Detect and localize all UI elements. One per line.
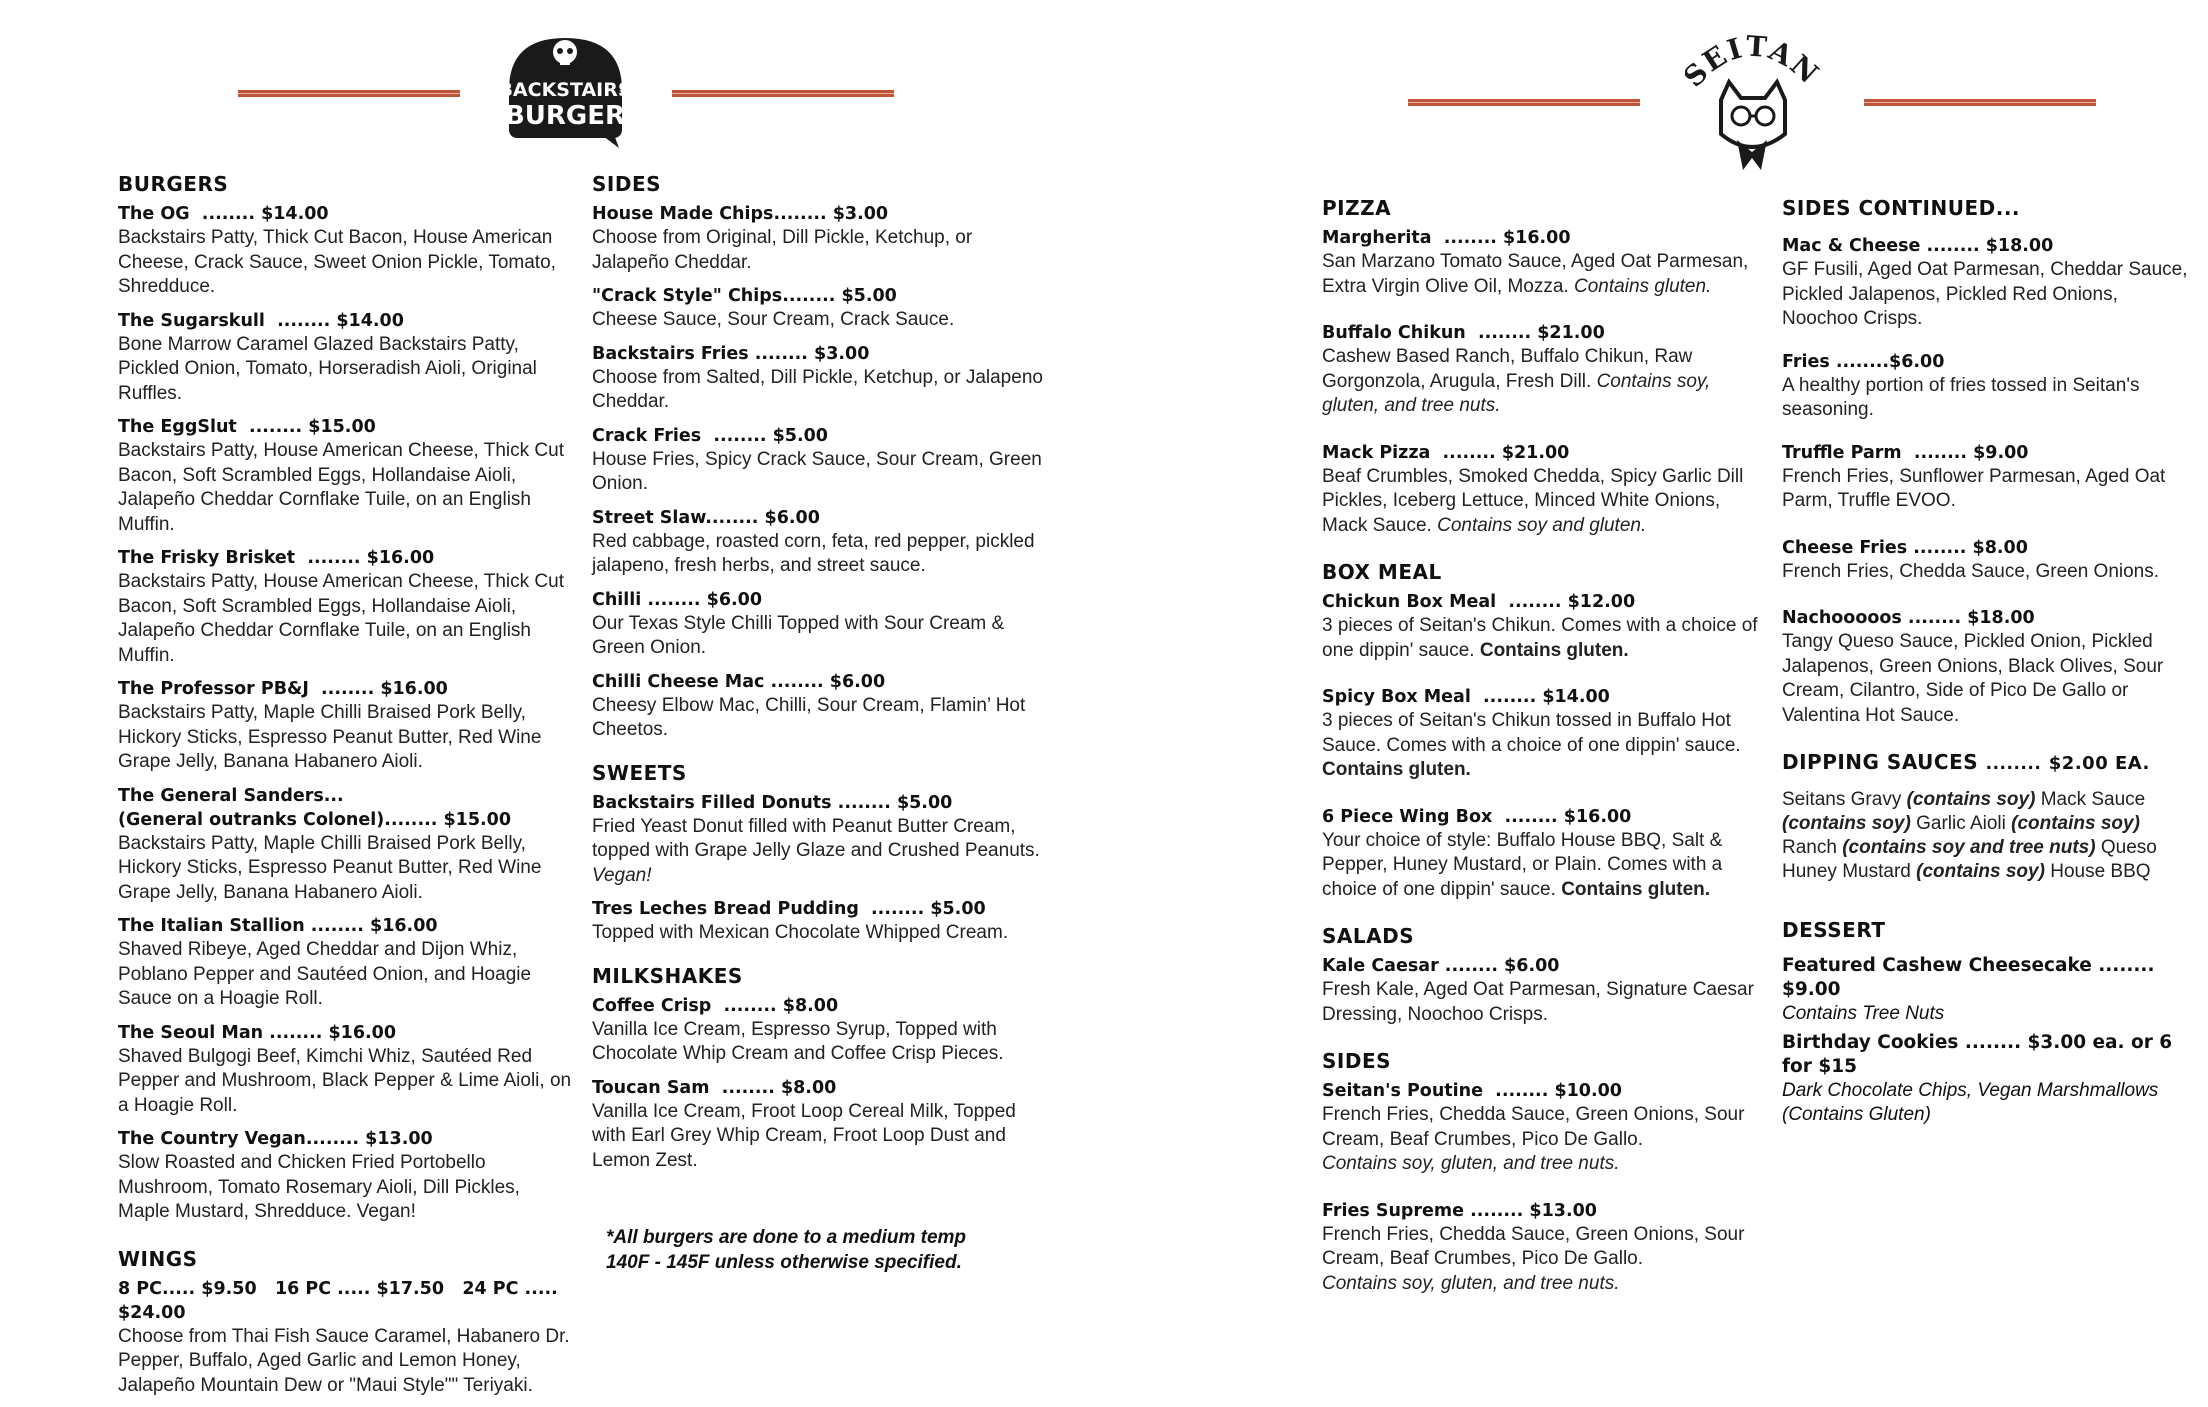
menu-item: Mac & Cheese ........ $18.00 GF Fusili, Aged Oat Parmesan, Cheddar Sauce, Pickled Jalapenos, Pickled Red Onions, Noochoo Crisps. <box>1782 234 2192 332</box>
menu-item: Featured Cashew Cheesecake ........ $9.00 Contains Tree Nuts <box>1782 954 2192 1027</box>
item-allergen: Contains soy, gluten, and tree nuts. <box>1322 1153 1620 1174</box>
menu-item: Fries Supreme ........ $13.00 French Fries, Chedda Sauce, Green Onions, Sour Cream, Beaf Crumbes, Pico De Gallo. Contains soy, gluten, and tree nuts. <box>1322 1200 1745 1294</box>
menu-item: 6 Piece Wing Box ........ $16.00 Your choice of style: Buffalo House BBQ, Salt & Pepper, Huney Mustard, or Plain. Comes with a choice of one dippin' sauce. Contains gluten. <box>1322 806 1723 900</box>
column-sides-dessert <box>1782 196 2192 1137</box>
item-name: The General Sanders... <box>118 785 344 806</box>
column-burgers <box>118 172 576 1407</box>
item-name: The Italian Stallion <box>118 916 305 936</box>
item-description: A healthy portion of fries tossed in Seitan's seasoning. <box>1782 374 2140 420</box>
item-description: Our Texas Style Chilli Topped with Sour Cream & Green Onion. <box>592 612 1005 658</box>
item-allergen: Contains soy and gluten. <box>1437 514 1647 536</box>
item-name: Fries <box>1782 351 1830 372</box>
footnote-line-2: 140F - 145F unless otherwise specified. <box>606 1252 962 1273</box>
logo-rule-right-b <box>1864 99 2096 106</box>
menu-item: The OG ........ $14.00 Backstairs Patty, Thick Cut Bacon, House American Cheese, Crack Sauce, Sweet Onion Pickle, Tomato, Shredduce. <box>118 202 576 300</box>
item-price: $18.00 <box>1967 608 2035 628</box>
item-description: Shaved Bulgogi Beef, Kimchi Whiz, Sautéed Red Pepper and Mushroom, Black Pepper & Lime Aioli, on a Hoagie Roll. <box>118 1045 572 1116</box>
logo-text-seitans: EITA <box>1696 30 1800 79</box>
menu-item: Nachooooos ........ $18.00 Tangy Queso Sauce, Pickled Onion, Pickled Jalapenos, Green Onions, Black Olives, Sour Cream, Cilantro, Side of Pico De Gallo or Valentina Hot Sauce. <box>1782 606 2192 728</box>
item-price: $9.00 <box>1973 442 2029 463</box>
item-name: Margherita <box>1322 228 1432 248</box>
item-name: Featured Cashew Cheesecake <box>1782 955 2092 976</box>
section-title-dessert: DESSERT <box>1782 918 1886 942</box>
item-price: $14.00 <box>336 310 404 331</box>
item-allergen: Contains soy, gluten, and tree nuts. <box>1322 370 1711 416</box>
logo-text-top: BACKSTAIRS <box>503 79 628 101</box>
column-sides-sweets <box>592 172 1052 1275</box>
item-name: Chilli Cheese Mac <box>592 671 765 692</box>
item-price: $6.00 <box>1889 351 1945 372</box>
menu-item: Kale Caesar ........ $6.00 Fresh Kale, Aged Oat Parmesan, Signature Caesar Dressing, Noochoo Crisps. <box>1322 954 1762 1027</box>
item-price: $5.00 <box>841 286 897 306</box>
item-name: The Frisky Brisket <box>118 548 296 568</box>
item-name: The Sugarskull <box>118 310 265 331</box>
section-title-sides: SIDES <box>592 172 662 196</box>
item-name: Truffle Parm <box>1782 442 1902 463</box>
item-description: Choose from Salted, Dill Pickle, Ketchup, or Jalapeno Cheddar. <box>592 366 1043 412</box>
dipping-price: $2.00 EA. <box>2048 753 2150 774</box>
section-title-sides-2: SIDES <box>1322 1049 1392 1073</box>
menu-item: Chickun Box Meal ........ $12.00 3 pieces of Seitan's Chikun. Comes with a choice of one dippin' sauce. Contains gluten. <box>1322 592 1758 661</box>
item-price: $6.00 <box>1504 956 1560 976</box>
item-allergen: Contains soy, gluten, and tree nuts. <box>1322 1272 1620 1294</box>
item-note: Vegan! <box>592 864 652 886</box>
item-description: French Fries, Chedda Sauce, Green Onions. <box>1782 560 2160 582</box>
item-description: Slow Roasted and Chicken Fried Portobello Mushroom, Tomato Rosemary Aioli, Dill Pickles, Maple Mustard, Shredduce. Vegan! <box>118 1152 520 1222</box>
item-name: The Seoul Man <box>118 1022 264 1043</box>
dipping-sauce-list: Seitans Gravy (contains soy) Mack Sauce (contains soy) Garlic Aioli (contains soy) Ranch (contains soy and tree nuts) Queso Huney Mustard (contains soy) House BBQ <box>1782 789 2157 882</box>
item-name: The OG <box>118 204 190 224</box>
item-name: Cheese Fries <box>1782 537 1908 558</box>
section-title-sweets: SWEETS <box>592 760 687 785</box>
menu-item: The General Sanders... (General outranks Colonel)........ $15.00 Backstairs Patty, Maple Chilli Braised Pork Belly, Hickory Sticks, Espresso Peanut Butter, Red Wine Grape Jelly, Banana Habanero Aioli. <box>118 784 576 906</box>
item-price: $8.00 <box>780 1077 837 1098</box>
item-description: Fresh Kale, Aged Oat Parmesan, Signature Caesar Dressing, Noochoo Crisps. <box>1322 979 1754 1025</box>
item-price: $14.00 <box>1542 687 1610 707</box>
item-allergen: Contains gluten. <box>1322 759 1471 780</box>
item-name: Birthday Cookies <box>1782 1031 1959 1053</box>
item-allergen: Contains gluten. <box>1479 639 1629 661</box>
item-price: $6.00 <box>829 671 886 692</box>
menu-item: Coffee Crisp ........ $8.00 Vanilla Ice Cream, Espresso Syrup, Topped with Chocolate Whip Cream and Coffee Crisp Pieces. <box>592 994 1052 1067</box>
item-price: $16.00 <box>328 1022 396 1043</box>
menu-item: Crack Fries ........ $5.00 House Fries, Spicy Crack Sauce, Sour Cream, Green Onion. <box>592 424 1052 497</box>
item-description: French Fries, Chedda Sauce, Green Onions, Sour Cream, Beaf Crumbes, Pico De Gallo. <box>1322 1104 1745 1150</box>
menu-item: Buffalo Chikun ........ $21.00 Cashew Based Ranch, Buffalo Chikun, Raw Gorgonzola, Arugula, Fresh Dill. Contains soy, gluten, and tree nuts. <box>1322 323 1711 416</box>
section-title-milkshakes: MILKSHAKES <box>592 963 743 988</box>
item-price: $16.00 <box>380 679 448 699</box>
item-name: 6 Piece Wing Box <box>1322 806 1493 827</box>
item-description: Backstairs Patty, Maple Chilli Braised Pork Belly, Hickory Sticks, Espresso Peanut Butter, Red Wine Grape Jelly, Banana Habanero Aioli. <box>118 702 542 772</box>
item-price: $5.00 <box>930 899 986 919</box>
item-price: $16.00 <box>370 916 438 936</box>
item-price: $21.00 <box>1501 442 1570 463</box>
item-price: $5.00 <box>772 425 828 446</box>
item-price: $13.00 <box>365 1129 433 1149</box>
menu-item: The Sugarskull ........ $14.00 Bone Marrow Caramel Glazed Backstairs Patty, Pickled Onion, Tomato, Horseradish Aioli, Original Ruffles. <box>118 309 576 407</box>
menu-item: The Seoul Man ........ $16.00 Shaved Bulgogi Beef, Kimchi Whiz, Sautéed Red Pepper and Mushroom, Black Pepper & Lime Aioli, on a Hoagie Roll. <box>118 1021 576 1119</box>
item-name: Tres Leches Bread Pudding <box>592 899 859 919</box>
item-price: $13.00 <box>1529 1200 1597 1221</box>
item-description: Choose from Thai Fish Sauce Caramel, Habanero Dr. Pepper, Buffalo, Aged Garlic and Lemon Honey, Jalapeño Mountain Dew or "Maui Style"" Teriyaki. <box>118 1325 570 1396</box>
item-description: Shaved Ribeye, Aged Cheddar and Dijon Whiz, Poblano Pepper and Sautéed Onion, and Hoagie Sauce on a Hoagie Roll. <box>118 939 532 1009</box>
section-title-wings: WINGS <box>118 1246 198 1271</box>
item-description: Backstairs Patty, House American Cheese, Thick Cut Bacon, Soft Scrambled Eggs, Hollandaise Aioli, Jalapeño Cheddar Cornflake Tuile, on an English Muffin. <box>118 571 564 666</box>
menu-item: The Italian Stallion ........ $16.00 Shaved Ribeye, Aged Cheddar and Dijon Whiz, Poblano Pepper and Sautéed Onion, and Hoagie Sauce on a Hoagie Roll. <box>118 914 576 1012</box>
section-title-box-meal: BOX MEAL <box>1322 560 1442 584</box>
item-name: Mack Pizza <box>1322 442 1431 463</box>
menu-item: Truffle Parm ........ $9.00 French Fries, Sunflower Parmesan, Aged Oat Parm, Truffle EVOO. <box>1782 441 2192 514</box>
item-description: Red cabbage, roasted corn, feta, red pepper, pickled jalapeno, fresh herbs, and street sauce. <box>592 530 1035 576</box>
item-name: The Professor PB&J <box>118 679 309 699</box>
item-price: $9.00 <box>1782 979 1841 1000</box>
item-allergen: Contains gluten. <box>1574 275 1712 297</box>
item-price: $14.00 <box>261 204 329 224</box>
section-title-dipping-sauces: DIPPING SAUCES ........ $2.00 EA. <box>1782 750 2150 774</box>
item-description: Tangy Queso Sauce, Pickled Onion, Pickled Jalapenos, Green Onions, Black Olives, Sour Cream, Cilantro, Side of Pico De Gallo or Valentina Hot Sauce. <box>1782 631 2164 726</box>
menu-item: Chilli ........ $6.00 Our Texas Style Chilli Topped with Sour Cream & Green Onion. <box>592 588 1052 661</box>
item-description: Backstairs Patty, Thick Cut Bacon, House American Cheese, Crack Sauce, Sweet Onion Pickle, Tomato, Shredduce. <box>118 227 556 297</box>
column-pizza-box <box>1322 196 1762 1305</box>
item-price: $3.00 ea. or 6 for $15 <box>1782 1031 2173 1077</box>
item-price: $8.00 <box>782 995 839 1016</box>
item-description: Vanilla Ice Cream, Froot Loop Cereal Milk, Topped with Earl Grey Whip Cream, Froot Loop Dust and Lemon Zest. <box>592 1100 1016 1171</box>
item-name: Chilli <box>592 589 642 610</box>
item-description: 3 pieces of Seitan's Chikun tossed in Buffalo Hot Sauce. Comes with a choice of one dippin' sauce. <box>1322 710 1741 756</box>
item-description: Your choice of style: Buffalo House BBQ, Salt & Pepper, Huney Mustard, or Plain. Comes with a choice of one dippin' sauce. <box>1322 829 1723 900</box>
section-title-burgers: BURGERS <box>118 172 229 196</box>
item-price: $12.00 <box>1567 592 1636 612</box>
menu-item-wings <box>118 1277 576 1399</box>
menu-item: The Frisky Brisket ........ $16.00 Backstairs Patty, House American Cheese, Thick Cut Bacon, Soft Scrambled Eggs, Hollandaise Aioli, Jalapeño Cheddar Cornflake Tuile, on an English Muffin. <box>118 546 576 668</box>
item-name: Nachooooos <box>1782 608 1902 628</box>
item-name: The EggSlut <box>118 417 237 437</box>
menu-item: Chilli Cheese Mac ........ $6.00 Cheesy Elbow Mac, Chilli, Sour Cream, Flamin’ Hot Cheetos. <box>592 670 1052 743</box>
item-name: Spicy Box Meal <box>1322 687 1471 707</box>
item-name: Kale Caesar <box>1322 956 1439 976</box>
item-price: $18.00 <box>1985 236 2054 256</box>
item-name: Chickun Box Meal <box>1322 592 1497 612</box>
item-name: Fries Supreme <box>1322 1200 1465 1221</box>
logo-rule-left-a <box>238 90 460 97</box>
wing-prices: 8 PC..... $9.50 16 PC ..... $17.50 24 PC ..... $24.00 <box>118 1278 558 1323</box>
item-description: Choose from Original, Dill Pickle, Ketchup, or Jalapeño Cheddar. <box>592 227 973 273</box>
menu-item: Birthday Cookies ........ $3.00 ea. or 6 for $15 Dark Chocolate Chips, Vegan Marshmallows (Contains Gluten) <box>1782 1031 2192 1128</box>
item-description: Topped with Mexican Chocolate Whipped Cream. <box>592 922 1009 943</box>
item-name: Backstairs Filled Donuts <box>592 792 832 813</box>
item-name: House Made Chips <box>592 204 774 224</box>
item-price: $3.00 <box>832 204 889 224</box>
item-name: Seitan's Poutine <box>1322 1081 1483 1101</box>
item-price: $5.00 <box>896 792 953 813</box>
item-price: $3.00 <box>814 343 870 364</box>
backstairs-burger-logo <box>503 32 628 150</box>
dipping-title: DIPPING SAUCES <box>1782 750 1979 774</box>
item-name: Buffalo Chikun <box>1322 323 1466 343</box>
item-description: French Fries, Chedda Sauce, Green Onions, Sour Cream, Beaf Crumbes, Pico De Gallo. <box>1322 1223 1745 1269</box>
seitans-logo <box>1685 30 1820 172</box>
menu-item: "Crack Style" Chips........ $5.00 Cheese Sauce, Sour Cream, Crack Sauce. <box>592 284 1052 333</box>
menu-item: Cheese Fries ........ $8.00 French Fries, Chedda Sauce, Green Onions. <box>1782 536 2192 585</box>
menu-item: Backstairs Fries ........ $3.00 Choose from Salted, Dill Pickle, Ketchup, or Jalapeno Cheddar. <box>592 342 1052 415</box>
item-name: Coffee Crisp <box>592 995 712 1016</box>
footnote <box>592 1225 1052 1275</box>
menu-item: The EggSlut ........ $15.00 Backstairs Patty, House American Cheese, Thick Cut Bacon, Soft Scrambled Eggs, Hollandaise Aioli, Jalapeño Cheddar Cornflake Tuile, on an English Muffin. <box>118 415 576 537</box>
item-description: Vanilla Ice Cream, Espresso Syrup, Topped with Chocolate Whip Cream and Coffee Crisp Pieces. <box>592 1018 1004 1064</box>
section-title-pizza: PIZZA <box>1322 196 1392 220</box>
item-description: Bone Marrow Caramel Glazed Backstairs Patty, Pickled Onion, Tomato, Horseradish Aioli, Original Ruffles. <box>118 333 537 404</box>
item-description: San Marzano Tomato Sauce, Aged Oat Parmesan, Extra Virgin Olive Oil, Mozza. <box>1322 251 1749 297</box>
item-price: $16.00 <box>1502 228 1571 248</box>
item-description: House Fries, Spicy Crack Sauce, Sour Cream, Green Onion. <box>592 448 1042 494</box>
menu-item: Street Slaw........ $6.00 Red cabbage, roasted corn, feta, red pepper, pickled jalapeno, fresh herbs, and street sauce. <box>592 506 1052 579</box>
item-description: Beaf Crumbles, Smoked Chedda, Spicy Garlic Dill Pickles, Iceberg Lettuce, Minced White Onions, Mack Sauce. <box>1322 465 1744 536</box>
item-description: Fried Yeast Donut filled with Peanut Butter Cream, topped with Grape Jelly Glaze and Crushed Peanuts. <box>592 815 1040 861</box>
item-price: $10.00 <box>1554 1081 1622 1101</box>
item-price: $16.00 <box>366 548 435 568</box>
item-allergen: Contains gluten. <box>1561 878 1711 900</box>
item-note: Dark Chocolate Chips, Vegan Marshmallows <box>1782 1079 2159 1101</box>
item-description: French Fries, Sunflower Parmesan, Aged Oat Parm, Truffle EVOO. <box>1782 465 2166 511</box>
menu-item: Backstairs Filled Donuts ........ $5.00 Fried Yeast Donut filled with Peanut Butter Cream, topped with Grape Jelly Glaze and Crushed Peanuts. Vegan! <box>592 792 1040 886</box>
menu-item: Margherita ........ $16.00 San Marzano Tomato Sauce, Aged Oat Parmesan, Extra Virgin Olive Oil, Mozza. Contains gluten. <box>1322 228 1749 297</box>
menu-item: The Professor PB&J ........ $16.00 Backstairs Patty, Maple Chilli Braised Pork Belly, Hickory Sticks, Espresso Peanut Butter, Red Wine Grape Jelly, Banana Habanero Aioli. <box>118 677 576 775</box>
item-note: Contains Tree Nuts <box>1782 1003 1945 1024</box>
item-description: 3 pieces of Seitan's Chikun. Comes with a choice of one dippin' sauce. <box>1322 615 1758 661</box>
item-description: Backstairs Patty, House American Cheese, Thick Cut Bacon, Soft Scrambled Eggs, Hollandaise Aioli, Jalapeño Cheddar Cornflake Tuile, on an English Muffin. <box>118 440 564 535</box>
item-description: Cashew Based Ranch, Buffalo Chikun, Raw Gorgonzola, Arugula, Fresh Dill. <box>1322 346 1693 392</box>
item-note-2: (Contains Gluten) <box>1782 1104 1931 1125</box>
item-price: $6.00 <box>706 589 763 610</box>
item-price: $6.00 <box>764 507 820 528</box>
logo-rule-right-a <box>1408 99 1640 106</box>
item-price: $15.00 <box>308 417 376 437</box>
item-name: Toucan Sam <box>592 1077 710 1098</box>
menu-item: House Made Chips........ $3.00 Choose from Original, Dill Pickle, Ketchup, or Jalapeño Cheddar. <box>592 202 1052 275</box>
item-name: "Crack Style" Chips <box>592 286 783 306</box>
item-description: Cheese Sauce, Sour Cream, Crack Sauce. <box>592 309 955 330</box>
section-title-salads: SALADS <box>1322 924 1415 948</box>
item-name: Crack Fries <box>592 425 702 446</box>
footnote-line-1: *All burgers are done to a medium temp <box>606 1227 967 1248</box>
item-name: Street Slaw <box>592 507 706 528</box>
item-name: The Country Vegan <box>118 1129 306 1149</box>
item-description: Backstairs Patty, Maple Chilli Braised Pork Belly, Hickory Sticks, Espresso Peanut Butter, Red Wine Grape Jelly, Banana Habanero Aioli. <box>118 832 542 903</box>
item-price: $15.00 <box>443 809 512 830</box>
menu-item: The Country Vegan........ $13.00 Slow Roasted and Chicken Fried Portobello Mushroom, Tomato Rosemary Aioli, Dill Pickles, Maple Mustard, Shredduce. Vegan! <box>118 1127 576 1225</box>
menu-item: Tres Leches Bread Pudding ........ $5.00 Topped with Mexican Chocolate Whipped Cream. <box>592 897 1052 946</box>
item-price: $16.00 <box>1563 806 1632 827</box>
menu-item: Mack Pizza ........ $21.00 Beaf Crumbles, Smoked Chedda, Spicy Garlic Dill Pickles, Iceberg Lettuce, Minced White Onions, Mack Sauce. Contains soy and gluten. <box>1322 442 1744 536</box>
menu-item: Seitan's Poutine ........ $10.00 French Fries, Chedda Sauce, Green Onions, Sour Cream, Beaf Crumbes, Pico De Gallo. Contains soy, gluten, and tree nuts. <box>1322 1081 1745 1174</box>
item-price: $21.00 <box>1537 323 1605 343</box>
item-price: $8.00 <box>1972 537 2028 558</box>
item-description: Cheesy Elbow Mac, Chilli, Sour Cream, Flamin’ Hot Cheetos. <box>592 694 1026 740</box>
menu-item: Fries ........$6.00 A healthy portion of fries tossed in Seitan's seasoning. <box>1782 350 2192 423</box>
logo-text-bottom: BURGER <box>504 101 626 131</box>
menu-item: Spicy Box Meal ........ $14.00 3 pieces of Seitan's Chikun tossed in Buffalo Hot Sauce. Comes with a choice of one dippin' sauce. Contains gluten. <box>1322 687 1741 780</box>
item-description: GF Fusili, Aged Oat Parmesan, Cheddar Sauce, Pickled Jalapenos, Pickled Red Onions, Noochoo Crisps. <box>1782 259 2188 329</box>
menu-item: Toucan Sam ........ $8.00 Vanilla Ice Cream, Froot Loop Cereal Milk, Topped with Earl Grey Whip Cream, Froot Loop Dust and Lemon Zest. <box>592 1076 1052 1174</box>
item-name: Mac & Cheese <box>1782 236 1921 256</box>
item-name-2: (General outranks Colonel) <box>118 809 385 830</box>
logo-rule-left-b <box>672 90 894 97</box>
section-title-sides-continued: SIDES CONTINUED... <box>1782 196 2021 220</box>
item-name: Backstairs Fries <box>592 343 749 364</box>
